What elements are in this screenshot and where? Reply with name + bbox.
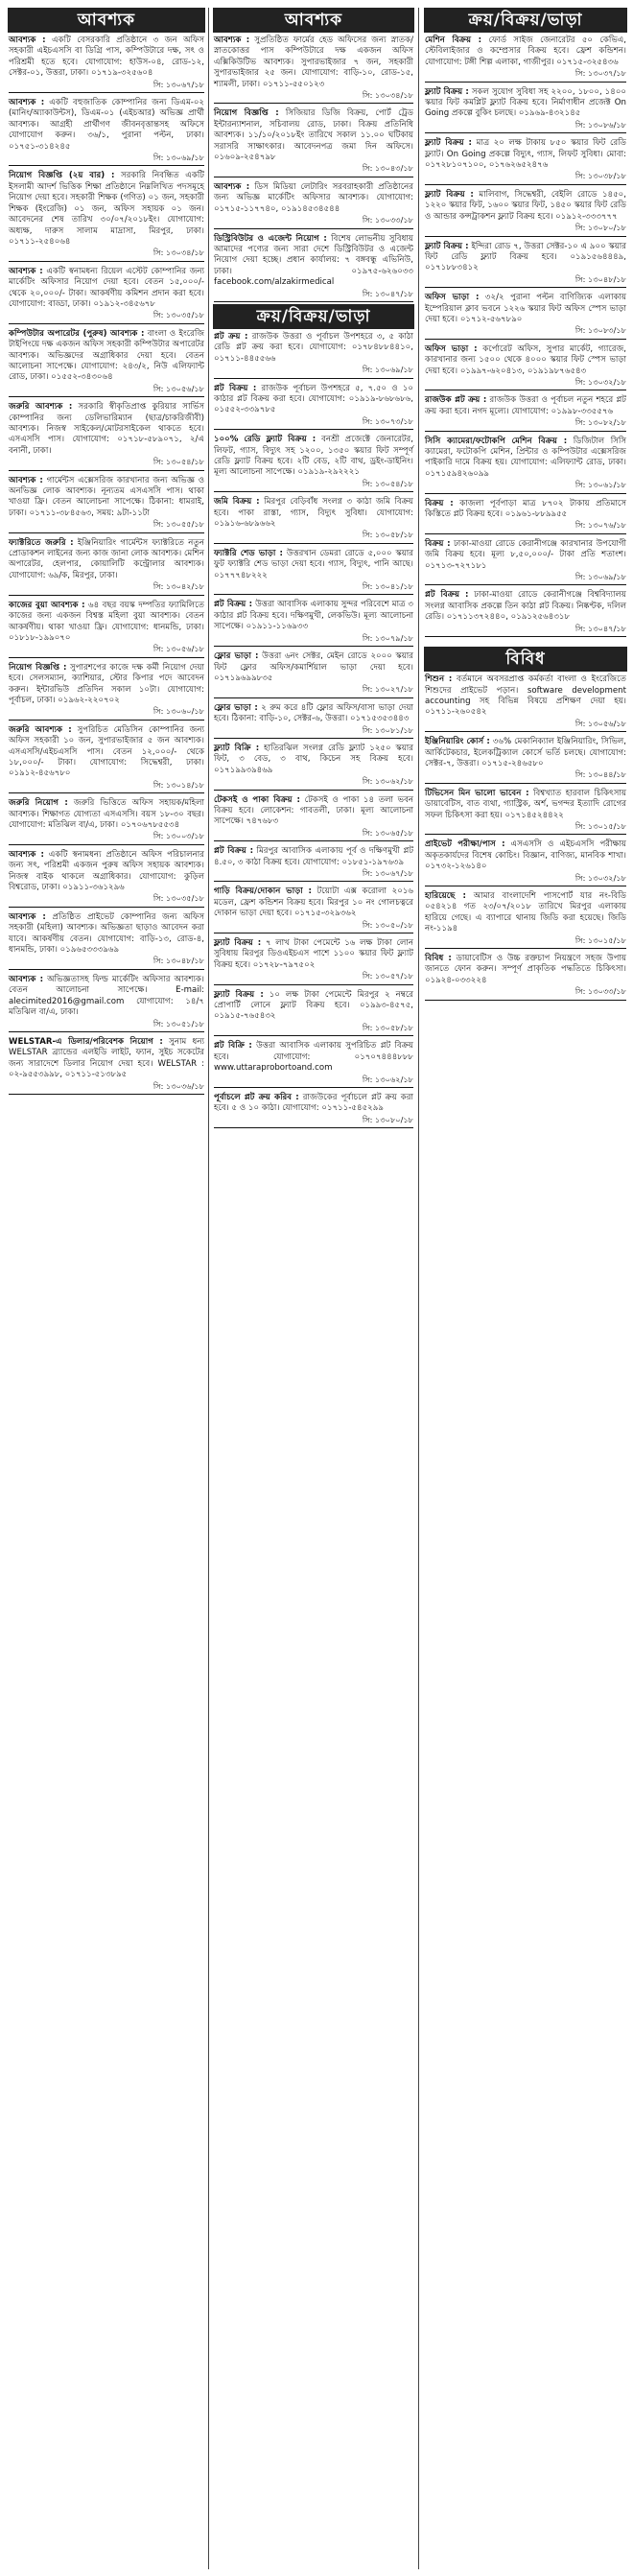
classified-ad	[213, 884, 414, 935]
ad-heading: বিক্রয় :	[425, 498, 454, 508]
classified-ad	[8, 795, 205, 847]
ad-heading: আবশ্যক :	[9, 849, 44, 860]
ad-heading: ফ্যাক্টরিতে জরুরি :	[9, 537, 74, 548]
ad-body: কর্পোরেট অফিস, সুপার মার্কেট, গ্যারেজ, কারখানার জন্য ১৫০০ থেকে ৪০০০ স্কয়ার ফিট স্পেস ভাড়া দেয়া হবে। ০১৯৯৭-৬২০৪১৩, ০১৯১৯৮৭৬৫৪৩	[425, 343, 626, 376]
ad-body: প্রতিষ্ঠিত প্রাইভেট কোম্পানির জন্য অফিস সহকারী (মহিলা) আবশ্যক। অভিজ্ঞতা ছাড়াও আবেদন করা যাবে। আকর্ষণীয় বেতন। যোগাযোগ: বাড়ি-১৩, রোড-৪, ধানমন্ডি, ঢাকা। ০১৯৬৫৩৩৩৯৬৯	[9, 911, 205, 956]
classified-ad	[424, 786, 627, 838]
ad-body: ডিজিটাল সিসি ক্যামেরা, ফটোকপি মেশিন, প্রিন্টার ও কম্পিউটার এক্সেসরিজ পাইকারি দামে বিক্রয় হয়। যোগাযোগ: এলিফ্যান্ট রোড, ঢাকা। ০১৭১৫৯৪২৬০৯৯	[425, 436, 627, 479]
ad-heading: টেকসই ও পাকা বিক্রয় :	[214, 794, 300, 805]
classified-ad	[424, 84, 627, 136]
classified-ad	[424, 536, 627, 588]
ad-code: সি: ১৩০৩৩/১৮	[214, 215, 413, 228]
classified-ad	[213, 231, 414, 304]
ad-code: সি: ১৩০০৩/১৮	[9, 831, 204, 844]
ad-body: আমার বাংলাদেশি পাসপোর্ট যার নং-বিডি ০৫৪২১৪ গত ২৩/০৭/২০১৮ তারিখে মিরপুর এলাকায় হারিয়ে গেছে। এ ব্যাপারে থানায় জিডি করা হয়েছে। জিডি নং-১১৯৪	[425, 891, 626, 934]
classified-ad	[8, 972, 205, 1034]
ad-body: টয়োটা এক্স করোলা ২০১৬ মডেল, ফ্রেশ কন্ডিশন বিক্রয় হবে। মিরপুর ১০ নং গোলচত্বরে দোকান ভাড়া দেয়া হবে। ০১৭১৫-৩২৯৩৬২	[214, 886, 413, 919]
ad-code: সি: ১৩০৬২/১৮	[214, 776, 413, 790]
ad-body: রাজউক উত্তরা ও পূর্বাচল উপশহরে ৩, ৫ কাঠা রেডি প্লট ক্রয় করা হবে। যোগাযোগ: ০১৭৮৪৮৮৪৪১০, ০১৭১১-৪৪৫৫৬৬	[214, 331, 414, 364]
ad-heading: পূর্বাচলে প্লট ক্রয় করিব :	[214, 1092, 299, 1102]
classified-ad	[424, 290, 627, 342]
ad-code: সি: ১৩০৩২/১৮	[425, 873, 626, 886]
ad-heading: শিশুন :	[425, 674, 453, 685]
ad-code: সি: ১৩০১৫/১৮	[425, 821, 626, 835]
ad-heading: আবশ্যক :	[9, 35, 46, 45]
ad-body: সুপরিচিত মেডিসিন কোম্পানির জন্য অফিস সহকারী ১০ জন, সুপারভাইজার ৫ জন আবশ্যক। এসএসসি/এইচএসসি পাস। বেতন ১২,০০০/- থেকে ১৮,০০০/- টাকা। যোগাযোগ: সিদ্ধেশ্বরী, ঢাকা। ০১৯১২-৪৫৬৭৮০	[9, 724, 204, 779]
ad-body: ডায়াবেটিস ও উচ্চ রক্তচাপ নিয়ন্ত্রণে সহজ উপায় জানতে ফোন করুন। সম্পূর্ণ প্রাকৃতিক পদ্ধতিতে চিকিৎসা। ০১৯২৪-০৩৩২২৪	[425, 954, 627, 985]
ad-heading: কম্পিউটার অপারেটর (পুরুষ) আবশ্যক :	[9, 328, 145, 339]
ad-code: সি: ১৩০৩৩/১৮	[425, 986, 626, 1000]
ad-code: সি: ১৩০৩৮/১৮	[425, 171, 626, 184]
ad-body: ইন্দিরা রোড ৭, উত্তরা সেক্টর-১০ এ ৯০০ স্কয়ার ফিট রেডি ফ্ল্যাট বিক্রয় হবে। ০১৯১৫৬৪৪৪৯, ০১৭১৮৮৩৪১২	[425, 241, 626, 273]
ad-heading: প্লট বিক্রয় :	[214, 383, 257, 393]
ad-code: সি: ১৩০৫৭/১৮	[214, 971, 413, 984]
column-1	[8, 8, 205, 2569]
ad-heading: জরুরি আবশ্যক :	[9, 724, 72, 735]
ad-heading: অফিস ভাড়া :	[425, 343, 478, 354]
ad-body: সকল সুযোগ সুবিধা সহ ২২০০, ১৮০০, ১৪০০ স্কয়ার ফিট কমপ্লিট ফ্ল্যাট বিক্রয় হবে। নির্মাণাধীন প্রজেক্ট On Going প্রকল্পে বুকিং চলছে। ০১৯৬৯-৪৩২১৪৫	[425, 86, 626, 119]
classified-ad	[424, 33, 627, 84]
classified-ad	[8, 168, 205, 263]
classified-ad	[8, 473, 205, 535]
ad-body: মাত্র ২০ লক্ষ টাকায় ৮৫০ স্কয়ার ফিট রেডি ফ্ল্যাট। On Going প্রকল্পে বিদ্যুৎ, গ্যাস, লিফট সুবিধা। মোবা: ০১৭২৮১০৭১০০, ০১৭৬২৬৫২৪৭৬	[425, 138, 626, 171]
ad-code: সি: ১৩০৩৫/১৮	[9, 893, 204, 907]
ad-body: ১০ লক্ষ টাকা পেমেন্টে মিরপুর ২ নম্বরে প্রোপার্টি লোনে ফ্ল্যাট বিক্রয় হবে। ০১৯৯৩-৪৫৭৫, ০১৯১৫-৭৬৫৪৩২	[214, 989, 414, 1022]
ad-body: এসএসসি ও এইচএসসি পরীক্ষায় অকৃতকার্যদের বিশেষ কোচিং। বিজ্ঞান, বাণিজ্য, মানবিক শাখা। ০১৭৩২-১২৬১৪০	[425, 839, 626, 872]
ad-code: সি: ১৩০৫১/১৮	[9, 1019, 204, 1032]
classified-ad	[213, 494, 414, 546]
ad-body: মালিবাগ, সিদ্ধেশ্বরী, বেইলি রোডে ১৪৫০, ১২২০ স্কয়ার ফিট, ১৬০০ স্কয়ার ফিট, ১৪৫০ স্কয়ার ফিট রেডি ও আন্ডার কন্সট্রাকশন ফ্ল্যাট বিক্রয় হবে। ০১৯১২-৩৩৩৭৭৭	[425, 189, 626, 222]
classified-ad	[213, 700, 414, 741]
ad-code: সি: ১৩০৫৮/১৮	[214, 1023, 413, 1036]
ad-code: সি: ১৩০৬৯/১৮	[214, 365, 413, 378]
ad-code: সি: ১৩০৩৬/১৮	[9, 1081, 204, 1095]
ad-heading: মেশিন বিক্রয় :	[425, 35, 482, 45]
ad-body: সুপারশপের কাজে দক্ষ কর্মী নিয়োগ দেয়া হবে। সেলসম্যান, ক্যাশিয়ার, স্টোর কিপার পদে আবেদন করুন। ইন্টারভিউ প্রতিদিন সকাল ১০টা। যোগাযোগ: পূর্বাচল, ঢাকা। ০১৯৬২-২২০৭০২	[9, 662, 205, 705]
ad-heading: ফ্লোর ভাড়া :	[214, 702, 258, 713]
ad-code: সি: ১৩০৪৭/১৮	[425, 624, 626, 637]
classified-ad	[8, 264, 205, 326]
ad-heading: প্লট বিক্রয় :	[425, 590, 469, 601]
ad-heading: সিসি ক্যামেরা/ফটোকপি মেশিন বিক্রয় :	[425, 436, 568, 446]
classified-ad	[424, 392, 627, 433]
ad-body: সরকারি স্বীকৃতিপ্রাপ্ত কুরিয়ার সার্ভিস কোম্পানির জন্য ডেলিভারিম্যান (ছাত্র/চাকরিজীবী) আবশ্যক। নিজস্ব সাইকেল/মোটরসাইকেল থাকতে হবে। এসএসসি পাস। যোগাযোগ: ০১৭১৮-৫৮৯০৭১, ২/এ বনানী, ঢাকা।	[9, 402, 204, 456]
ad-body: উত্তরা আবাসিক এলাকায় সুন্দর পরিবেশে মাত্র ৩ কাঠার প্লট বিক্রয় হবে। দক্ষিণমুখী, লেকভিউ। মূল্য আলোচনা সাপেক্ষে। ০১৯১১-১১৬৯৩৩	[214, 600, 413, 632]
ad-body: বাংলা ও ইংরেজি টাইপিংয়ে দক্ষ একজন অফিস সহকারী কম্পিউটার অপারেটর আবশ্যক। অভিজ্ঞদের অগ্রাধিকার দেয়া হবে। বেতন আলোচনা সাপেক্ষে। যোগাযোগ: ২৪৩/২, নিউ এলিফ্যান্ট রোড, ঢাকা। ০১৫৫২-৩৪৩০৬৪	[9, 328, 205, 383]
classified-ad	[8, 598, 205, 660]
ad-heading: বিক্রয় :	[425, 538, 451, 549]
ad-code: সি: ১৩০৪৩/১৮	[214, 163, 413, 177]
section-header: আবশ্যক	[8, 8, 205, 33]
ad-body: বিশেষ লোভনীয় সুবিধায় আমাদের পণ্যের জন্য সারা দেশে ডিস্ট্রিবিউটর ও এজেন্ট নিয়োগ দেয়া হচ্ছে। প্রধান কার্যালয়: ৭ বঙ্গবন্ধু এভিনিউ, ঢাকা। ০১৯৭৫-৬২৬০৩৩ facebook.com/alzakirmedical	[214, 233, 413, 288]
classified-ad	[424, 434, 627, 496]
classified-ad	[424, 734, 627, 786]
ad-code: সি: ১৩০৬৭/১৮	[9, 80, 204, 93]
ad-heading: প্লট ক্রয় :	[214, 331, 248, 342]
ads-list	[424, 672, 627, 1003]
ad-code: সি: ১৩০৭৩/১৮	[214, 416, 413, 430]
ad-heading: আবশ্যক :	[9, 974, 44, 984]
ad-code: সি: ১৩০৬৯/১৮	[9, 153, 204, 166]
ad-heading: নিয়োগ বিজ্ঞপ্তি (২য় বার) :	[9, 171, 115, 181]
ad-body: ৩২/২ পুরানা পল্টন বাণিজ্যিক এলাকায় ইম্পেরিয়াল ক্লাব ভবনে ১২২৬ স্কয়ার ফিট অফিস স্পেস ভাড়া দেয়া হবে। ০১৭১২-৫৬৭৮৯০	[425, 293, 627, 324]
section-header: আবশ্যক	[213, 8, 414, 33]
ad-code: সি: ১৩০১৫/১৮	[425, 935, 626, 949]
column-divider	[418, 8, 419, 2569]
ad-code: সি: ১৩০৬২/১৮	[214, 1075, 413, 1088]
classified-ad	[213, 987, 414, 1039]
ad-heading: আবশ্যক :	[9, 98, 45, 108]
ad-body: ইঞ্জিনিয়ারিং গার্মেন্টস ফ্যাক্টরিতে নতুন প্রোডাকশন লাইনের জন্য কাজ জানা লোক আবশ্যক। মেশিন অপারেটর, হেলপার, কোয়ালিটি কন্ট্রোলার আবশ্যক। যোগাযোগ: ৬৯/ক, মিরপুর, ঢাকা।	[9, 537, 204, 580]
classified-ad	[8, 847, 205, 910]
ad-heading: ফ্ল্যাট বিক্রয় :	[425, 241, 469, 251]
ad-code: সি: ১৩০৬৯/১৮	[425, 572, 626, 585]
ad-code: সি: ১৩০৮২/১৮	[425, 417, 626, 431]
ad-code: সি: ১৩০১৪/১৮	[9, 780, 204, 793]
ad-code: সি: ১৩০৮৩/১৮	[425, 325, 626, 339]
ad-heading: আবশ্যক :	[214, 181, 250, 192]
ad-heading: ফ্ল্যাট বিক্রয় :	[214, 989, 264, 1000]
ad-heading: WELSTAR-এ ডিলার/পরিবেশক নিয়োগ :	[9, 1036, 163, 1047]
ad-code: সি: ১৩০৭৬/১৮	[425, 520, 626, 533]
classified-ad	[8, 399, 205, 472]
ad-body: একটি স্বনামধন্য প্রতিষ্ঠানে অফিস পরিচালনার জন্য সৎ, পরিশ্রমী একজন পুরুষ অফিস সহায়ক আবশ্যক। নিজস্ব বাইক থাকলে অগ্রাধিকার। যোগাযোগ: কুড়িল বিশ্বরোড, ঢাকা। ০১৯১১-৩৬১২৯৬	[9, 849, 205, 893]
ad-body: বনশ্রী প্রজেক্টে জেনারেটর, লিফট, গ্যাস, বিদ্যুৎ সহ ১২০০, ১৩৫০ স্কয়ার ফিট সম্পূর্ণ রেডি ফ্ল্যাট বিক্রয় হবে। ২টি বেড, ২টি বাথ, ড্রইং-ডাইনিং। মূল্য আলোচনা সাপেক্ষে। ০১৯১৯-২৯২২২১	[214, 435, 413, 478]
ad-heading: বিবিধ :	[425, 954, 452, 964]
classified-ad	[424, 239, 627, 291]
classified-ad	[8, 660, 205, 722]
ad-heading: ১০০% রেডি ফ্ল্যাট বিক্রয় :	[214, 435, 316, 445]
ad-body: ৭ লাখ টাকা পেমেন্টে ১৬ লক্ষ টাকা লোন সুবিধায় মিরপুর ডিওএইচএস পাশে ১১০০ স্কয়ার ফিট ফ্ল্যাট বিক্রয় হবে। ০১৭২৮-৭৯৭৫০২	[214, 938, 414, 970]
ad-code: সি: ১৩০৩৪/১৮	[214, 90, 413, 104]
ad-code: সি: ১৩০৮১/১৮	[214, 725, 413, 739]
ad-body: কাজলা পূর্বপাড়া মাত্র ৮৭০২ টাকায় প্রতিমাসে কিস্তিতে প্লট বিক্রয় হবে। ০১৯৬১-৮৮৯৯৫৫	[425, 498, 626, 520]
ad-heading: হারিয়েছে :	[425, 891, 466, 901]
ad-heading: ফ্যাক্টরি শেড ভাড়া :	[214, 548, 283, 558]
ad-heading: নিয়োগ বিজ্ঞপ্তি :	[9, 662, 67, 673]
ad-code: সি: ১৩০৬৭/১৮	[214, 868, 413, 882]
classified-ad	[424, 837, 627, 888]
ad-heading: প্রাইভেট পরীক্ষা/পাস :	[425, 839, 505, 850]
ad-code: সি: ১৩০৫৮/১৮	[214, 530, 413, 543]
ad-heading: ফ্ল্যাট বিক্রয় :	[214, 938, 262, 949]
ad-body: সুপ্রতিষ্ঠিত ফার্মের হেড অফিসের জন্য স্নাতক/স্নাতকোত্তর পাস কম্পিউটারে দক্ষ একজন অফিস এক্সিকিউটিভ আবশ্যক। সুপারভাইজার ৭ জন, সহকারী সুপারভাইজার ২৫ জন। যোগাযোগ: বাড়ি-১০, রোড-১৫, শ্যামলী, ঢাকা। ০১৭১১-৫৫০১২৩	[214, 35, 414, 89]
classified-ad	[213, 1090, 414, 1130]
ad-heading: ফ্ল্যাট বিক্রয় :	[425, 189, 474, 200]
ad-code: সি: ১৩০৬১/১৮	[425, 480, 626, 493]
classified-ad	[8, 722, 205, 795]
classified-ad	[8, 33, 205, 95]
ad-body: অভিজ্ঞতাসহ ফিল্ড মার্কেটিং অফিসার আবশ্যক। বেতন আলোচনা সাপেক্ষে। E-mail: alecimited2016@gmail.com যোগাযোগ: ১৪/৭ মতিঝিল বা/এ, ঢাকা।	[9, 974, 204, 1018]
classified-ad	[213, 935, 414, 987]
ad-heading: ফ্লোর ভাড়া :	[214, 651, 259, 662]
ad-body: রাজউক পূর্বাচল উপশহরে ৫, ৭.৫০ ও ১০ কাঠার প্লট বিক্রয় করা হবে। যোগাযোগ: ০১৯১৯-৮৬৮৬৮৬, ০১৫৫২-৩৩৯৭৮৫	[214, 383, 413, 415]
classified-ad	[424, 135, 627, 187]
ad-code: সি: ১৩০৪২/১৮	[9, 581, 204, 595]
classified-ad	[213, 843, 414, 884]
ad-body: একটি স্বনামধন্য রিয়েল এস্টেট কোম্পানির জন্য মার্কেটিং অফিসার নিয়োগ দেয়া হবে। বেতন ১৫,০০০/- থেকে ২০,০০০/- টাকা। আকর্ষণীয় কমিশন প্রদান করা হবে। যোগাযোগ: বাড্ডা, ঢাকা। ০১৯১২-৩৪৫৬৭৮	[9, 266, 205, 309]
classified-ad	[8, 535, 205, 598]
ad-heading: জরুরি আবশ্যক :	[9, 402, 73, 413]
ad-body: ঢাকা-মাওয়া রোডে কেরানীগঞ্জে বিশ্ববিদ্যালয় সংলগ্ন আবাসিক প্রকল্পে তিন কাঠা প্লট বিক্রয়। নিষ্কণ্টক, দলিল রেডি। ০১৭১১৩৭২৪৪০, ০১৯১২৫৬৪৩১৮	[425, 590, 626, 623]
ad-body: রাজউক উত্তরা ও পূর্বাচল নতুন শহরে প্লট ক্রয় করা হবে। নগদ মূল্যে। যোগাযোগ: ০১৯৯৮-৩৩৫৫৭৬	[425, 395, 626, 416]
ad-body: মিরপুর বেড়িবাঁধ সংলগ্ন ৩ কাঠা জমি বিক্রয় হবে। পাকা রাস্তা, গ্যাস, বিদ্যুৎ সুবিধা। যোগাযোগ: ০১৯১৬-৬৮৯৬৬২	[214, 497, 413, 530]
classified-ad	[8, 95, 205, 168]
ad-heading: জরুরি নিয়োগ :	[9, 798, 68, 809]
ad-heading: ফ্ল্যাট বিক্রয় :	[425, 86, 469, 97]
ad-heading: আবশ্যক :	[214, 35, 250, 45]
ad-body: জরুরি ভিত্তিতে অফিস সহায়ক/মহিলা আবশ্যক। শিক্ষাগত যোগ্যতা এসএসসি। বয়স ১৮-৩০ বছর। যোগাযোগ: মতিঝিল বা/এ, ঢাকা। ০১৭০৬৭৮৫৫৩৪	[9, 798, 205, 830]
classified-ad	[213, 1038, 414, 1090]
ad-heading: আবশ্যক :	[9, 266, 43, 276]
ad-code: সি: ১৩০৪৭/১৮	[214, 289, 413, 302]
ad-body: উত্তরা ৬নং সেক্টর, মেইন রোডে ২০০০ স্কয়ার ফিট ফ্লোর অফিস/কমার্শিয়াল ভাড়া দেয়া হবে। ০১৭১৯৬৯৯৮৩৫	[214, 651, 413, 683]
ad-body: টেকসই ও পাকা ১৪ তলা ভবন বিক্রয় হবে। লোকেশন: গাবতলী, ঢাকা। মূল্য আলোচনা সাপেক্ষে। ৭৪৭৬৮৩	[214, 794, 413, 827]
ads-list	[213, 33, 414, 304]
ad-heading: রাজউক প্লট ক্রয় :	[425, 395, 487, 406]
classified-ad	[213, 546, 414, 598]
ad-heading: ফ্ল্যাট বিক্রয় :	[425, 138, 472, 149]
ad-heading: ফ্ল্যাট বিক্রি :	[214, 743, 260, 753]
ad-body: ৩৬% মেকানিক্যাল ইঞ্জিনিয়ারিং, সিভিল, আর্কিটেকচার, ইলেকট্রিক্যাল কোর্সে ভর্তি চলছে। যোগাযোগ: সেক্টর-৭, উত্তরা। ০১৭১৫-২৪৬৫৮০	[425, 737, 627, 768]
section-header: ক্রয়/বিক্রয়/ভাড়া	[213, 304, 414, 329]
ad-code: সি: ১৩০৬০/১৮	[9, 706, 204, 720]
ad-code: সি: ১৩০৫৪/১৮	[214, 479, 413, 492]
ad-code: সি: ১৩০৩৭/১৮	[425, 68, 626, 82]
classified-ad	[213, 649, 414, 700]
ad-body: বর্তমানে অবসরপ্রাপ্ত কর্মকর্তা বাংলা ও ইংরেজিতে শিশুদের প্রাইভেট পড়ান। software development accounting সহ বিভিন্ন বিষয়ে প্রশিক্ষণ দেয়া হয়। ০১৭১১-২৬০৫৪২	[425, 674, 627, 718]
ad-body: ঢাকা-মাওয়া রোডে কেরানীগঞ্জে কারখানার উপযোগী জমি বিক্রয় হবে। মূল্য ৮,৫০,০০০/- টাকা প্রতি শতাংশ। ০১৭১৩-৭২৭১৮১	[425, 538, 626, 571]
classified-ad	[8, 1034, 205, 1097]
ad-body: একটি বহুজাতিক কোম্পানির জন্য ডিএম-০২ (মানিং/অ্যাকাউন্টস), ডিএম-০১ (এইচআর) অভিজ্ঞ প্রার্থী আবশ্যক। আগ্রহী প্রার্থীগণ জীবনবৃত্তান্তসহ অফিসে যোগাযোগ করুন। ৩৬/১, পুরানা পল্টন, ঢাকা। ০১৭৫১-৩১৪২৪৫	[9, 98, 205, 152]
ad-heading: প্লট বিক্রি :	[214, 1041, 252, 1052]
ad-code: সি: ১৩০৬৫/১৮	[214, 828, 413, 841]
ad-heading: গাড়ি বিক্রয়/দোকান ভাড়া :	[214, 886, 312, 897]
ad-heading: অফিস ভাড়া :	[425, 293, 480, 303]
ads-list	[424, 33, 627, 639]
ad-heading: নিয়োগ বিজ্ঞপ্তি :	[214, 108, 279, 119]
ad-code: সি: ১৩০৪৪/১৮	[425, 769, 626, 783]
ads-list	[8, 33, 205, 1097]
ad-heading: জমি বিক্রয় :	[214, 497, 260, 508]
ad-body: সুনাম ধন্য WELSTAR ব্র্যান্ডের এলইডি লাইট, ফ্যান, সুইচ সকেটের জন্য সারাদেশে ডিলার নিয়োগ দেয়া হবে। WELSTAR : ০২-৯৫৫৩৯৯৮, ০১৭১১-৫১৩৮৯৫	[9, 1036, 204, 1080]
column-divider	[208, 8, 209, 2569]
classified-ad	[213, 106, 414, 178]
ad-code: সি: ১৩০৩৪/১৮	[9, 248, 204, 261]
ad-body: উত্তরা আবাসিক এলাকায় সুপরিচিত প্লট বিক্রয় হবে। যোগাযোগ: ০১৭০৭৪৪৪৮৮৮ www.uttaraprobortoand.com	[214, 1041, 413, 1074]
ad-code: সি: ১৩০৫০/১৮	[214, 920, 413, 934]
classified-ad	[213, 329, 414, 381]
ad-heading: প্লট বিক্রয় :	[214, 846, 254, 857]
ad-body: বিশ্বখ্যাত হারবাল চিকিৎসায় ডায়াবেটিস, বাত ব্যথা, গ্যাস্ট্রিক, অর্শ, ভগন্দর ইত্যাদি রোগের সফল চিকিৎসা করা হয়। ০১৭১৪৫২৪৪২২	[425, 788, 627, 820]
classified-ad	[213, 741, 414, 792]
section-header: ক্রয়/বিক্রয়/ভাড়া	[424, 8, 627, 33]
ad-code: সি: ১৩০৮০/১৮	[425, 223, 626, 236]
classified-ad	[213, 597, 414, 649]
classified-ad	[424, 951, 627, 1003]
ad-body: একটি বেসরকারি প্রতিষ্ঠানে ৩ জন অফিস সহকারী এইচএসসি বা ডিগ্রি পাস, কম্পিউটারে দক্ষ, সৎ ও পরিশ্রমী হতে হবে। যোগাযোগ: হাউস-০৪, রোড-১২, সেক্টর-০১, উত্তরা, ঢাকা। ০১৭১৯-৩২৫৬০৪	[9, 35, 204, 79]
classified-ad	[424, 587, 627, 639]
classified-ad	[213, 432, 414, 494]
ad-body: সিজিয়ার ডিজি বিক্রয়, পোর্ট ট্রেড ইন্টারন্যাশনাল, সচিবালয় রোড, ঢাকা। বিক্রয় প্রতিনিধি আবশ্যক। ১১/১০/২০১৮ইং তারিখে সকাল ১১.০০ ঘটিকায় সরাসরি সাক্ষাৎকার। আবেদনপত্র জমা দিন অফিসে। ০১৬০৯-২৫৪৭৯৮	[214, 108, 413, 163]
ad-heading: প্লট বিক্রয় :	[214, 600, 253, 610]
ad-heading: ইঞ্জিনিয়ারিং কোর্স :	[425, 737, 490, 747]
column-2	[213, 8, 414, 2569]
ad-heading: ডিস্ট্রিবিউটর ও এজেন্ট নিয়োগ :	[214, 233, 327, 244]
ad-body: হাতিরঝিল সংলগ্ন রেডি ফ্ল্যাট ১২৫০ স্কয়ার ফিট, ৩ বেড, ৩ বাথ, কিচেন সহ বিক্রয় হবে। ০১৭১৯৯৩৯৪৬৯	[214, 743, 413, 775]
section-header: বিবিধ	[424, 647, 627, 672]
ad-code: সি: ১৩০৪১/১৮	[214, 581, 413, 595]
column-3	[424, 8, 627, 2569]
classified-ad	[8, 910, 205, 972]
ad-body: রাজউকের পূর্বাচলে প্লট ক্রয় করা হবে। ৫ ও ১০ কাঠা। যোগাযোগ: ০১৭১১-৫৪৫২৯৯	[214, 1092, 413, 1114]
classified-ad	[213, 179, 414, 231]
classified-ad	[213, 33, 414, 106]
classified-ad	[213, 381, 414, 433]
classified-ad	[8, 326, 205, 399]
ad-code: সি: ১৩০২৭/১৮	[214, 684, 413, 697]
classified-ad	[424, 342, 627, 393]
ad-code: সি: ১৩০৫৬/১৮	[9, 384, 204, 397]
ad-code: সি: ১৩০৮৬/১৮	[425, 120, 626, 133]
ad-body: মিরপুর আবাসিক এলাকায় পূর্ব ও দক্ষিণমুখী প্লট ৪.৫০, ৩ কাঠা বিক্রয় হবে। যোগাযোগ: ০১৮৫১-১৯৭৬৩৯	[214, 846, 414, 867]
ad-heading: আবশ্যক :	[9, 475, 43, 485]
ad-heading: টিভিসেন মিন ভালো ভাবেন :	[425, 788, 529, 798]
ad-code: সি: ১৩০৩৫/১৮	[9, 310, 204, 323]
ad-body: সরকারি নিবন্ধিত একটি ইসলামী আদর্শ ভিত্তিক শিক্ষা প্রতিষ্ঠানে নিম্নলিখিত পদসমূহে নিয়োগ দেয়া হবে। সহকারী শিক্ষক (গণিত) ০১ জন, সহকারী শিক্ষক (ইংরেজি) ০১ জন, অফিস সহায়ক ০১ জন। আবেদনের শেষ তারিখ ৩০/০৭/২০১৮ইং। যোগাযোগ: অধ্যক্ষ, দারুস সালাম মাদ্রাসা, মিরপুর, ঢাকা। ০১৭১১-২৫৪০৬৪	[9, 171, 204, 247]
ad-body: উত্তরখান ডেমরা রোডে ৫,০০০ স্কয়ার ফুট ফ্যাক্টরি শেড ভাড়া দেয়া হবে। গ্যাস, বিদ্যুৎ, পানি আছে। ০১৭৭৭৪৮২২২	[214, 548, 414, 580]
ad-body: ২ রুম করে ৪টি ফ্লোর অফিস/বাসা ভাড়া দেয়া হবে। ঠিকানা: বাড়ি-১০, সেক্টর-৬, উত্তরা। ০১৭১৫৩৫৩৪৪৩	[214, 702, 414, 724]
ad-body: ফোর্ড সাইজ জেনারেটর ৫০ কেভিএ, স্টেবিলাইজার ও কম্প্রেসার বিক্রয় হবে। ফ্রেশ কন্ডিশন। যোগাযোগ: টঙ্গী শিল্প এলাকা, গাজীপুর। ০১৭১৫-৩২৫৪৩৬	[425, 35, 626, 67]
ad-heading: আবশ্যক :	[9, 911, 46, 922]
ad-code: সি: ১৩০৪৮/১৮	[425, 274, 626, 288]
classified-ad	[424, 888, 627, 951]
ads-list	[213, 329, 414, 1130]
classified-ad	[424, 672, 627, 734]
ad-code: সি: ১৩০৫৪/১৮	[9, 457, 204, 470]
ad-code: সি: ১৩০৪৮/১৮	[9, 956, 204, 969]
ad-code: সি: ১৩০৫৬/১৮	[425, 719, 626, 732]
ad-code: সি: ১৩০৭৯/১৮	[214, 633, 413, 647]
ad-code: সি: ১৩০৫৬/১৮	[9, 644, 204, 657]
ad-code: সি: ১৩০৩২/১৮	[425, 377, 626, 390]
ad-body: ডিস মিডিয়া লেটারিং সরবরাহকারী প্রতিষ্ঠানের জন্য অভিজ্ঞ মার্কেটিং অফিসার আবশ্যক। যোগাযোগ: ০১৭১৫-১১৭৭৪০, ০১৯১৪৫৩৪৫৪৪	[214, 181, 414, 214]
classified-ad	[424, 496, 627, 536]
classified-ad	[213, 792, 414, 844]
ad-body: ৬৪ বছর বয়স্ক দম্পতির ফ্যামিলিতে কাজের জন্য একজন বিশ্বস্ত মহিলা বুয়া আবশ্যক। বেতন আকর্ষণীয়। থাকা খাওয়া ফ্রি। যোগাযোগ: ধানমন্ডি, ঢাকা। ০১৮১৮-১৯৯০৭০	[9, 600, 204, 643]
ad-code: সি: ১৩০৮০/১৮	[214, 1115, 413, 1128]
ad-heading: কাজের বুয়া আবশ্যক :	[9, 600, 85, 610]
ad-code: সি: ১৩০৫৫/১৮	[9, 519, 204, 532]
ad-body: গার্মেন্টস এক্সেসরিজ কারখানার জন্য অভিজ্ঞ ও অনভিজ্ঞ লোক আবশ্যক। নূন্যতম এসএসসি পাস। থাকা খাওয়া ফ্রি। বেতন আলোচনা সাপেক্ষে। ঠিকানা: ধামরাই, ঢাকা। ০১৭১১-৩৮৪৫৬৩, সময়: ৯টা-১১টা	[9, 475, 205, 518]
classified-ad	[424, 187, 627, 239]
